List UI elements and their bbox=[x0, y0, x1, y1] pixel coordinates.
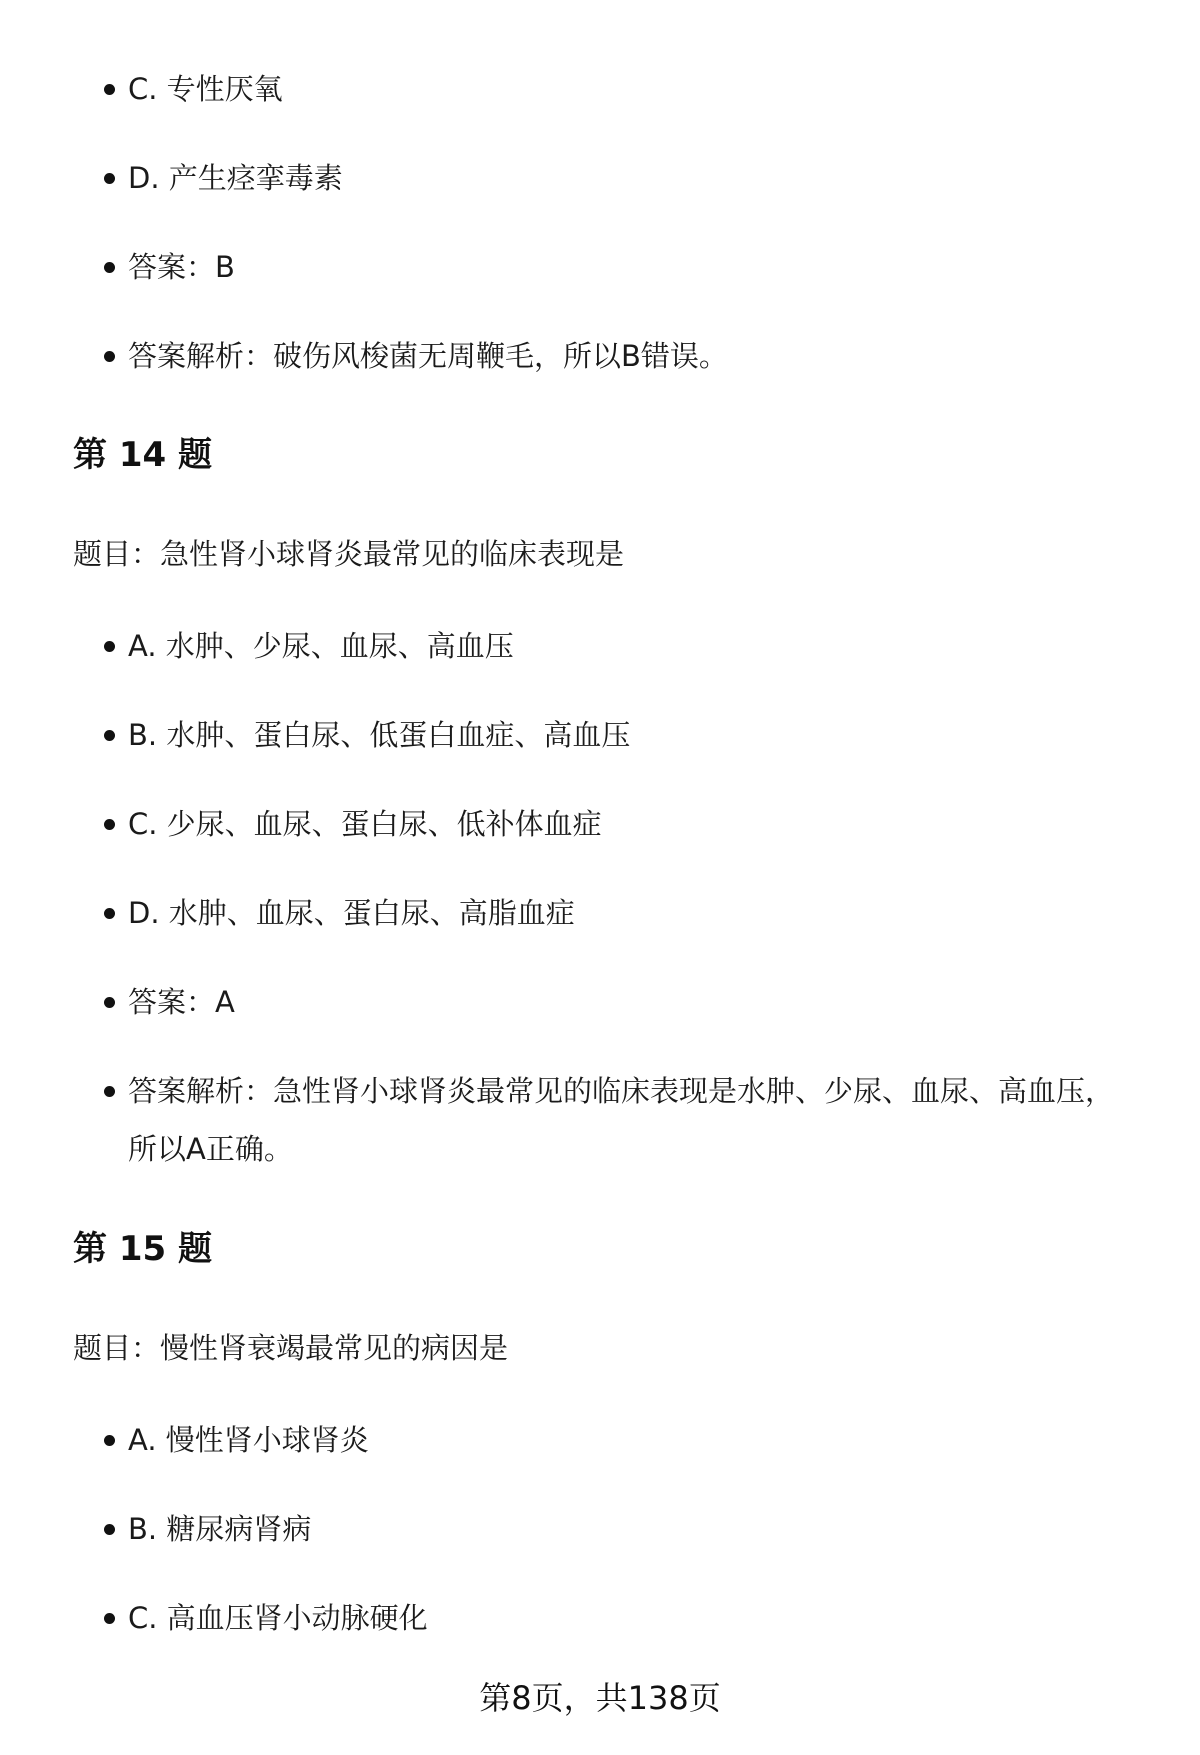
bullet-icon bbox=[104, 84, 115, 95]
answer-text: 答案：B bbox=[128, 250, 235, 284]
bullet-icon bbox=[104, 1086, 115, 1097]
explanation-text: 答案解析：急性肾小球肾炎最常见的临床表现是水肿、少尿、血尿、高血压，所以A正确。 bbox=[128, 1074, 1115, 1166]
option-text: A. 慢性肾小球肾炎 bbox=[128, 1423, 369, 1457]
bullet-icon bbox=[104, 351, 115, 362]
answer-explanation bbox=[128, 1062, 1128, 1178]
bullet-icon bbox=[104, 997, 115, 1008]
bullet-icon bbox=[104, 1613, 115, 1624]
option-a bbox=[128, 1411, 1128, 1469]
bullet-icon bbox=[104, 173, 115, 184]
option-c bbox=[128, 795, 1128, 853]
bullet-icon bbox=[104, 641, 115, 652]
question-15-heading: 第 15 题 bbox=[73, 1229, 212, 1269]
option-text: B. 糖尿病肾病 bbox=[128, 1512, 312, 1546]
bullet-icon bbox=[104, 1524, 115, 1535]
option-d bbox=[128, 149, 1128, 207]
bullet-icon bbox=[104, 262, 115, 273]
option-b bbox=[128, 1500, 1128, 1558]
option-c bbox=[128, 60, 1128, 118]
option-text: C. 专性厌氧 bbox=[128, 72, 283, 106]
question-14-stem: 题目：急性肾小球肾炎最常见的临床表现是 bbox=[73, 537, 625, 571]
option-b bbox=[128, 706, 1128, 764]
option-text: C. 高血压肾小动脉硬化 bbox=[128, 1601, 428, 1635]
option-text: D. 产生痉挛毒素 bbox=[128, 161, 343, 195]
option-text: B. 水肿、蛋白尿、低蛋白血症、高血压 bbox=[128, 718, 631, 752]
bullet-icon bbox=[104, 1435, 115, 1446]
answer bbox=[128, 973, 1128, 1031]
question-14-heading: 第 14 题 bbox=[73, 435, 212, 475]
bullet-icon bbox=[104, 908, 115, 919]
option-c bbox=[128, 1589, 1128, 1647]
bullet-icon bbox=[104, 730, 115, 741]
option-d bbox=[128, 884, 1128, 942]
answer bbox=[128, 238, 1128, 296]
page-footer: 第8页，共138页 bbox=[479, 1679, 721, 1717]
bullet-icon bbox=[104, 819, 115, 830]
answer-explanation bbox=[128, 327, 1128, 385]
option-text: C. 少尿、血尿、蛋白尿、低补体血症 bbox=[128, 807, 602, 841]
option-text: A. 水肿、少尿、血尿、高血压 bbox=[128, 629, 514, 663]
option-text: D. 水肿、血尿、蛋白尿、高脂血症 bbox=[128, 896, 575, 930]
explanation-text: 答案解析：破伤风梭菌无周鞭毛，所以B错误。 bbox=[128, 339, 728, 373]
option-a bbox=[128, 617, 1128, 675]
question-15-stem: 题目：慢性肾衰竭最常见的病因是 bbox=[73, 1331, 509, 1365]
answer-text: 答案：A bbox=[128, 985, 235, 1019]
